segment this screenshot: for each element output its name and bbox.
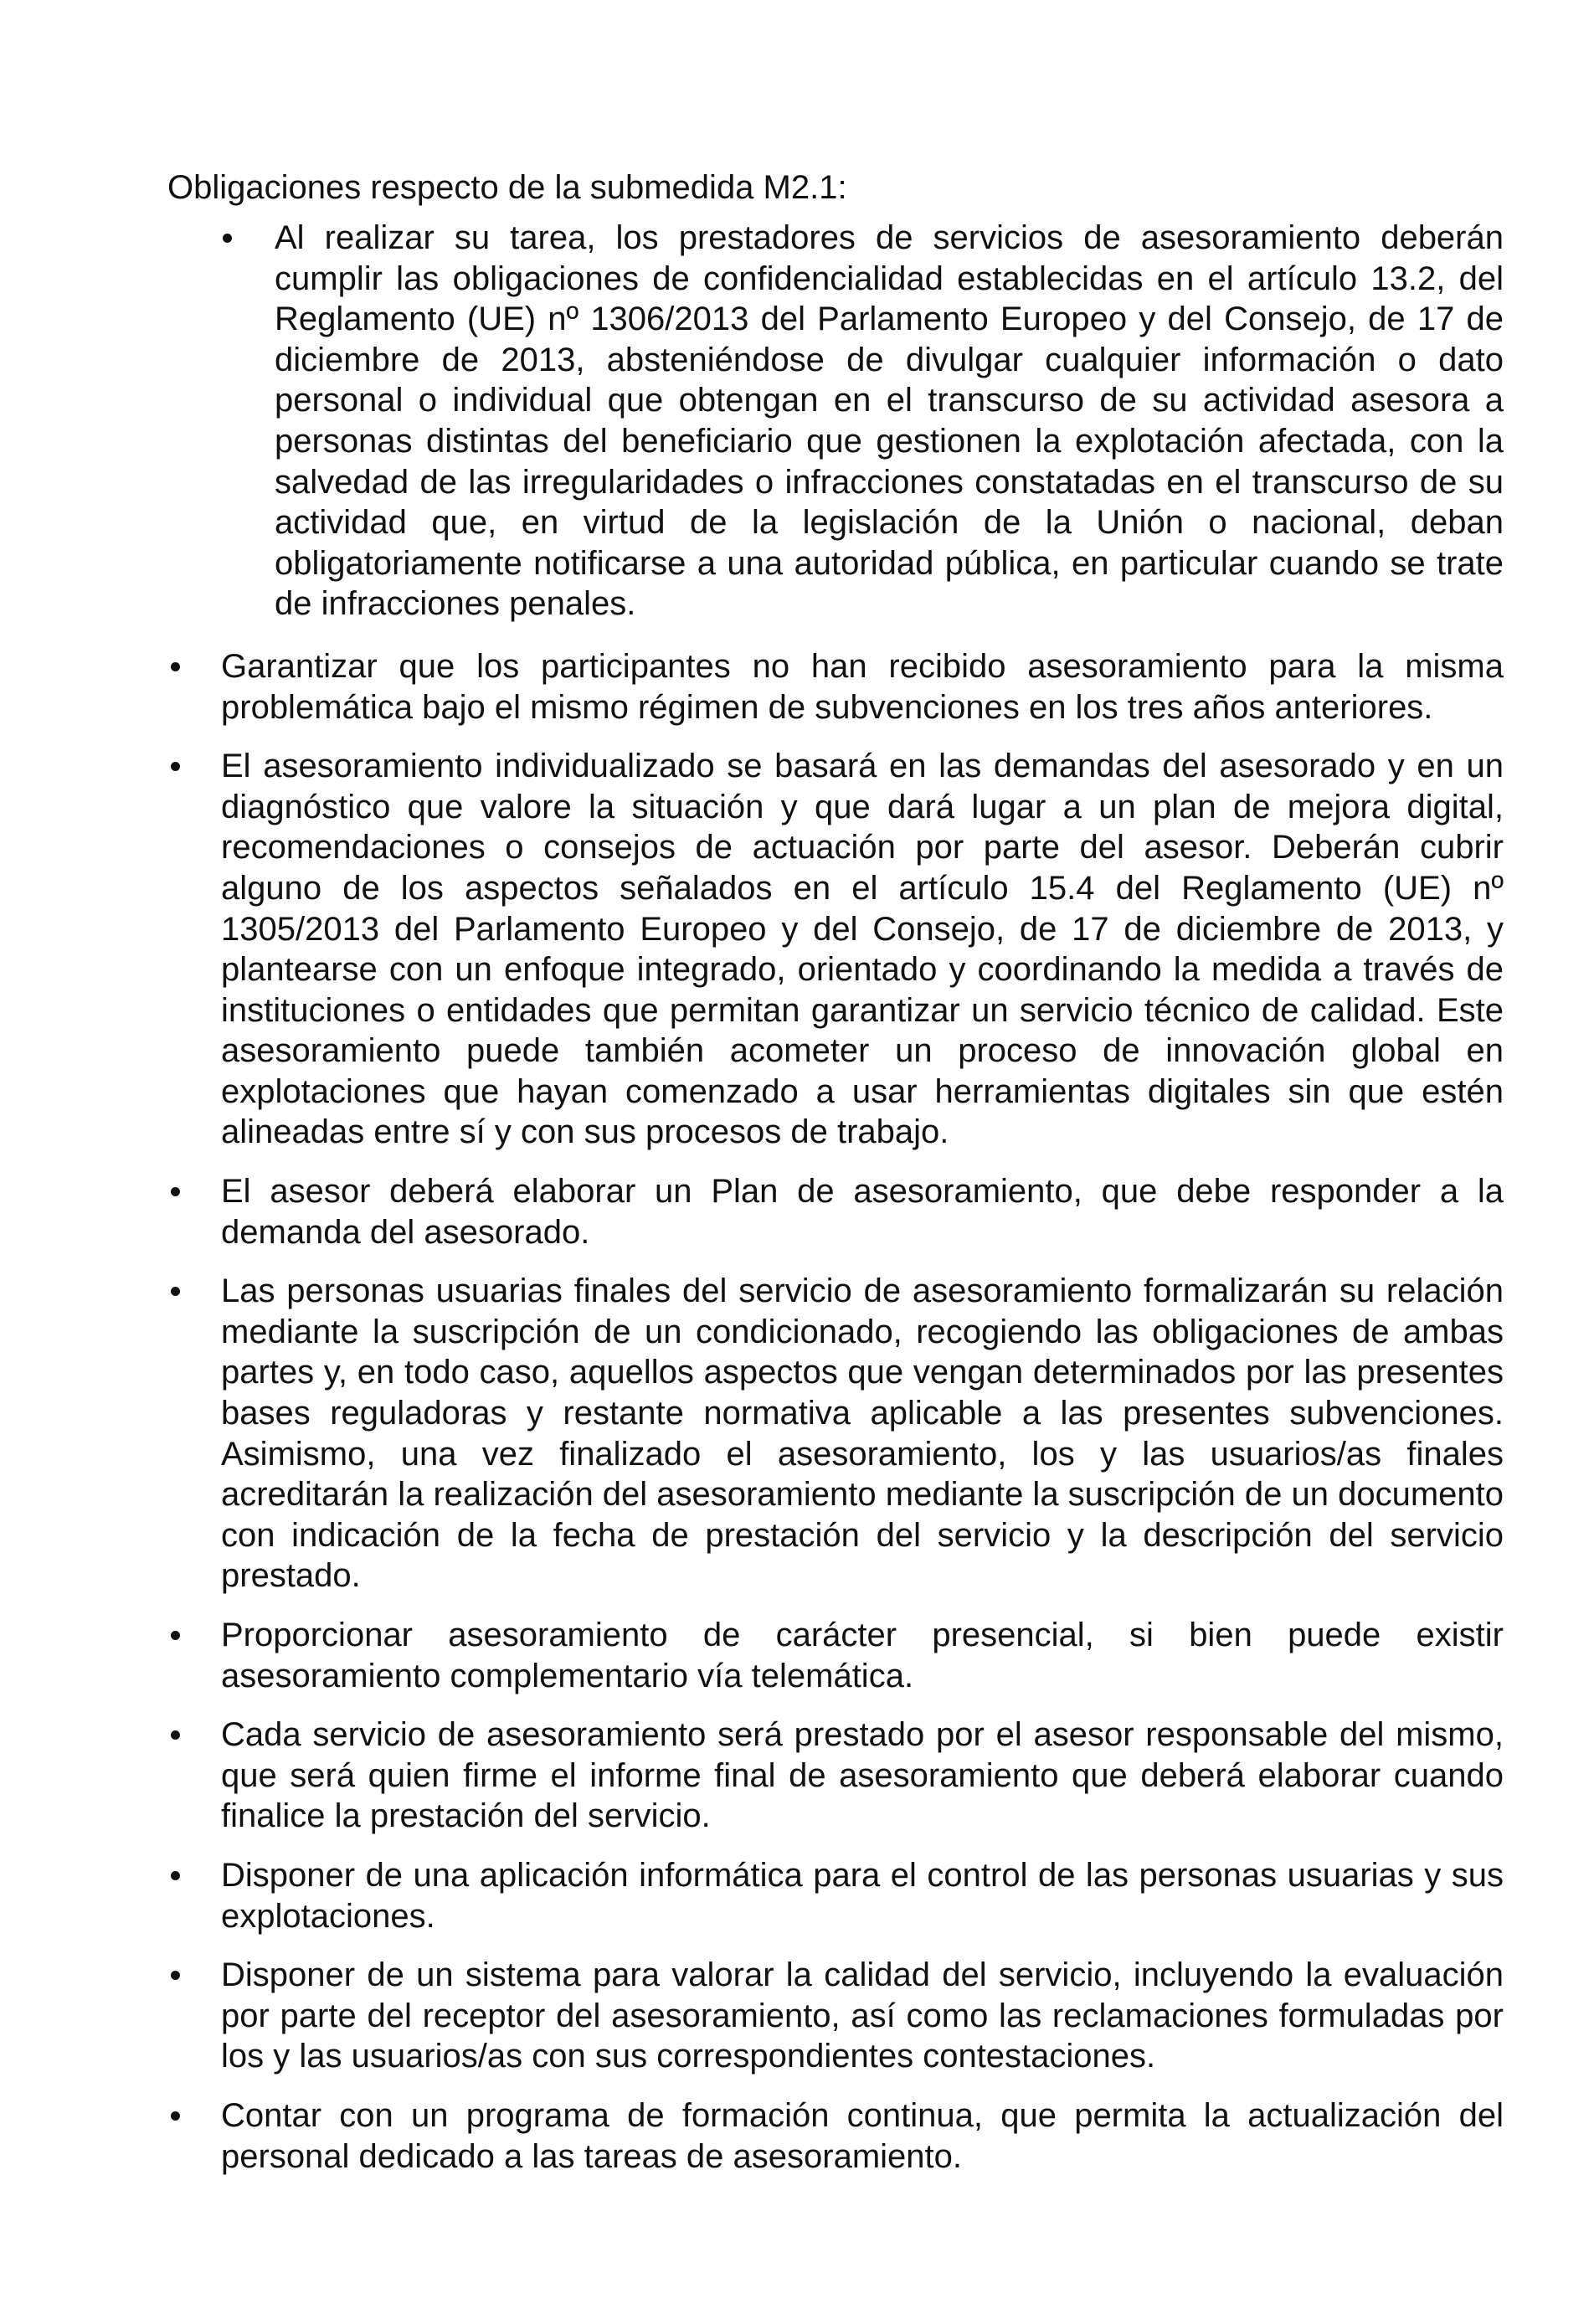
bullet-icon [171, 1187, 180, 1196]
obligations-list [167, 218, 1504, 2177]
list-item [167, 1855, 1504, 1936]
bullet-icon [171, 1730, 180, 1740]
list-item [167, 218, 1504, 625]
list-item [167, 1171, 1504, 1252]
list-item [167, 746, 1504, 1153]
list-item-text: El asesoramiento individualizado se basará en las demandas del asesorado y en un diagnóstico que valore la situación y que dará lugar a un plan de mejora digital, recomendaciones o consejos de actuación por parte del asesor. Deberán cubrir alguno de los aspectos señalados en el artículo 15.4 del Reglamento (UE) nº 1305/2013 del Parlamento Europeo y del Consejo, de 17 de diciembre de 2013, y plantearse con un enfoque integrado, orientado y coordinando la medida a través de instituciones o entidades que permitan garantizar un servicio técnico de calidad. Este asesoramiento puede también acometer un proceso de innovación global en explotaciones que hayan comenzado a usar herramientas digitales sin que estén alineadas entre sí y con sus procesos de trabajo. [221, 748, 1504, 1151]
list-item-text: Disponer de un sistema para valorar la calidad del servicio, incluyendo la evaluación por parte del receptor del asesoramiento, así como las reclamaciones formuladas por los y las usuarios/as con sus correspondientes contestaciones. [221, 1956, 1504, 2075]
bullet-icon [171, 1971, 180, 1980]
list-item [167, 1615, 1504, 1696]
list-item-text: Las personas usuarias finales del servicio de asesoramiento formalizarán su relación mediante la suscripción de un condicionado, recogiendo las obligaciones de ambas partes y, en todo caso, aquellos aspectos que vengan determinados por las presentes bases reguladoras y restante normativa aplicable a las presentes subvenciones. Asimismo, una vez finalizado el asesoramiento, los y las usuarios/as finales acreditarán la realización del asesoramiento mediante la suscripción de un documento con indicación de la fecha de prestación del servicio y la descripción del servicio prestado. [221, 1273, 1504, 1595]
list-item [167, 646, 1504, 728]
list-item [167, 1955, 1504, 2077]
section-heading: Obligaciones respecto de la submedida M2.1: [167, 169, 847, 206]
bullet-icon [171, 1631, 180, 1640]
list-item-text: Disponer de una aplicación informática para el control de las personas usuarias y sus explotaciones. [221, 1856, 1504, 1935]
bullet-icon [171, 762, 180, 771]
list-item-text: Al realizar su tarea, los prestadores de servicios de asesoramiento deberán cumplir las obligaciones de confidencialidad establecidas en el artículo 13.2, del Reglamento (UE) nº 1306/2013 del Parlamento Europeo y del Consejo, de 17 de diciembre de 2013, absteniéndose de divulgar cualquier información o dato personal o individual que obtengan en el transcurso de su actividad asesora a personas distintas del beneficiario que gestionen la explotación afectada, con la salvedad de las irregularidades o infracciones constatadas en el transcurso de su actividad que, en virtud de la legislación de la Unión o nacional, deban obligatoriamente notificarse a una autoridad pública, en particular cuando se trate de infracciones penales. [275, 219, 1504, 623]
bullet-icon [171, 2111, 180, 2121]
list-item [167, 2095, 1504, 2177]
bullet-icon [171, 1871, 180, 1880]
bullet-icon [171, 1287, 180, 1296]
document-body [167, 167, 1504, 2195]
list-item-text: El asesor deberá elaborar un Plan de asesoramiento, que debe responder a la demanda del asesorado. [221, 1173, 1504, 1251]
list-item-text: Garantizar que los participantes no han recibido asesoramiento para la misma problemática bajo el mismo régimen de subvenciones en los tres años anteriores. [221, 647, 1504, 726]
bullet-icon [223, 234, 232, 243]
list-item-text: Cada servicio de asesoramiento será prestado por el asesor responsable del mismo, que será quien firme el informe final de asesoramiento que deberá elaborar cuando finalice la prestación del servicio. [221, 1716, 1504, 1835]
list-item-text: Contar con un programa de formación continua, que permita la actualización del personal dedicado a las tareas de asesoramiento. [221, 2096, 1504, 2175]
list-item-text: Proporcionar asesoramiento de carácter presencial, si bien puede existir asesoramiento complementario vía telemática. [221, 1617, 1504, 1694]
list-item [167, 1271, 1504, 1596]
bullet-icon [171, 662, 180, 671]
list-item [167, 1715, 1504, 1837]
